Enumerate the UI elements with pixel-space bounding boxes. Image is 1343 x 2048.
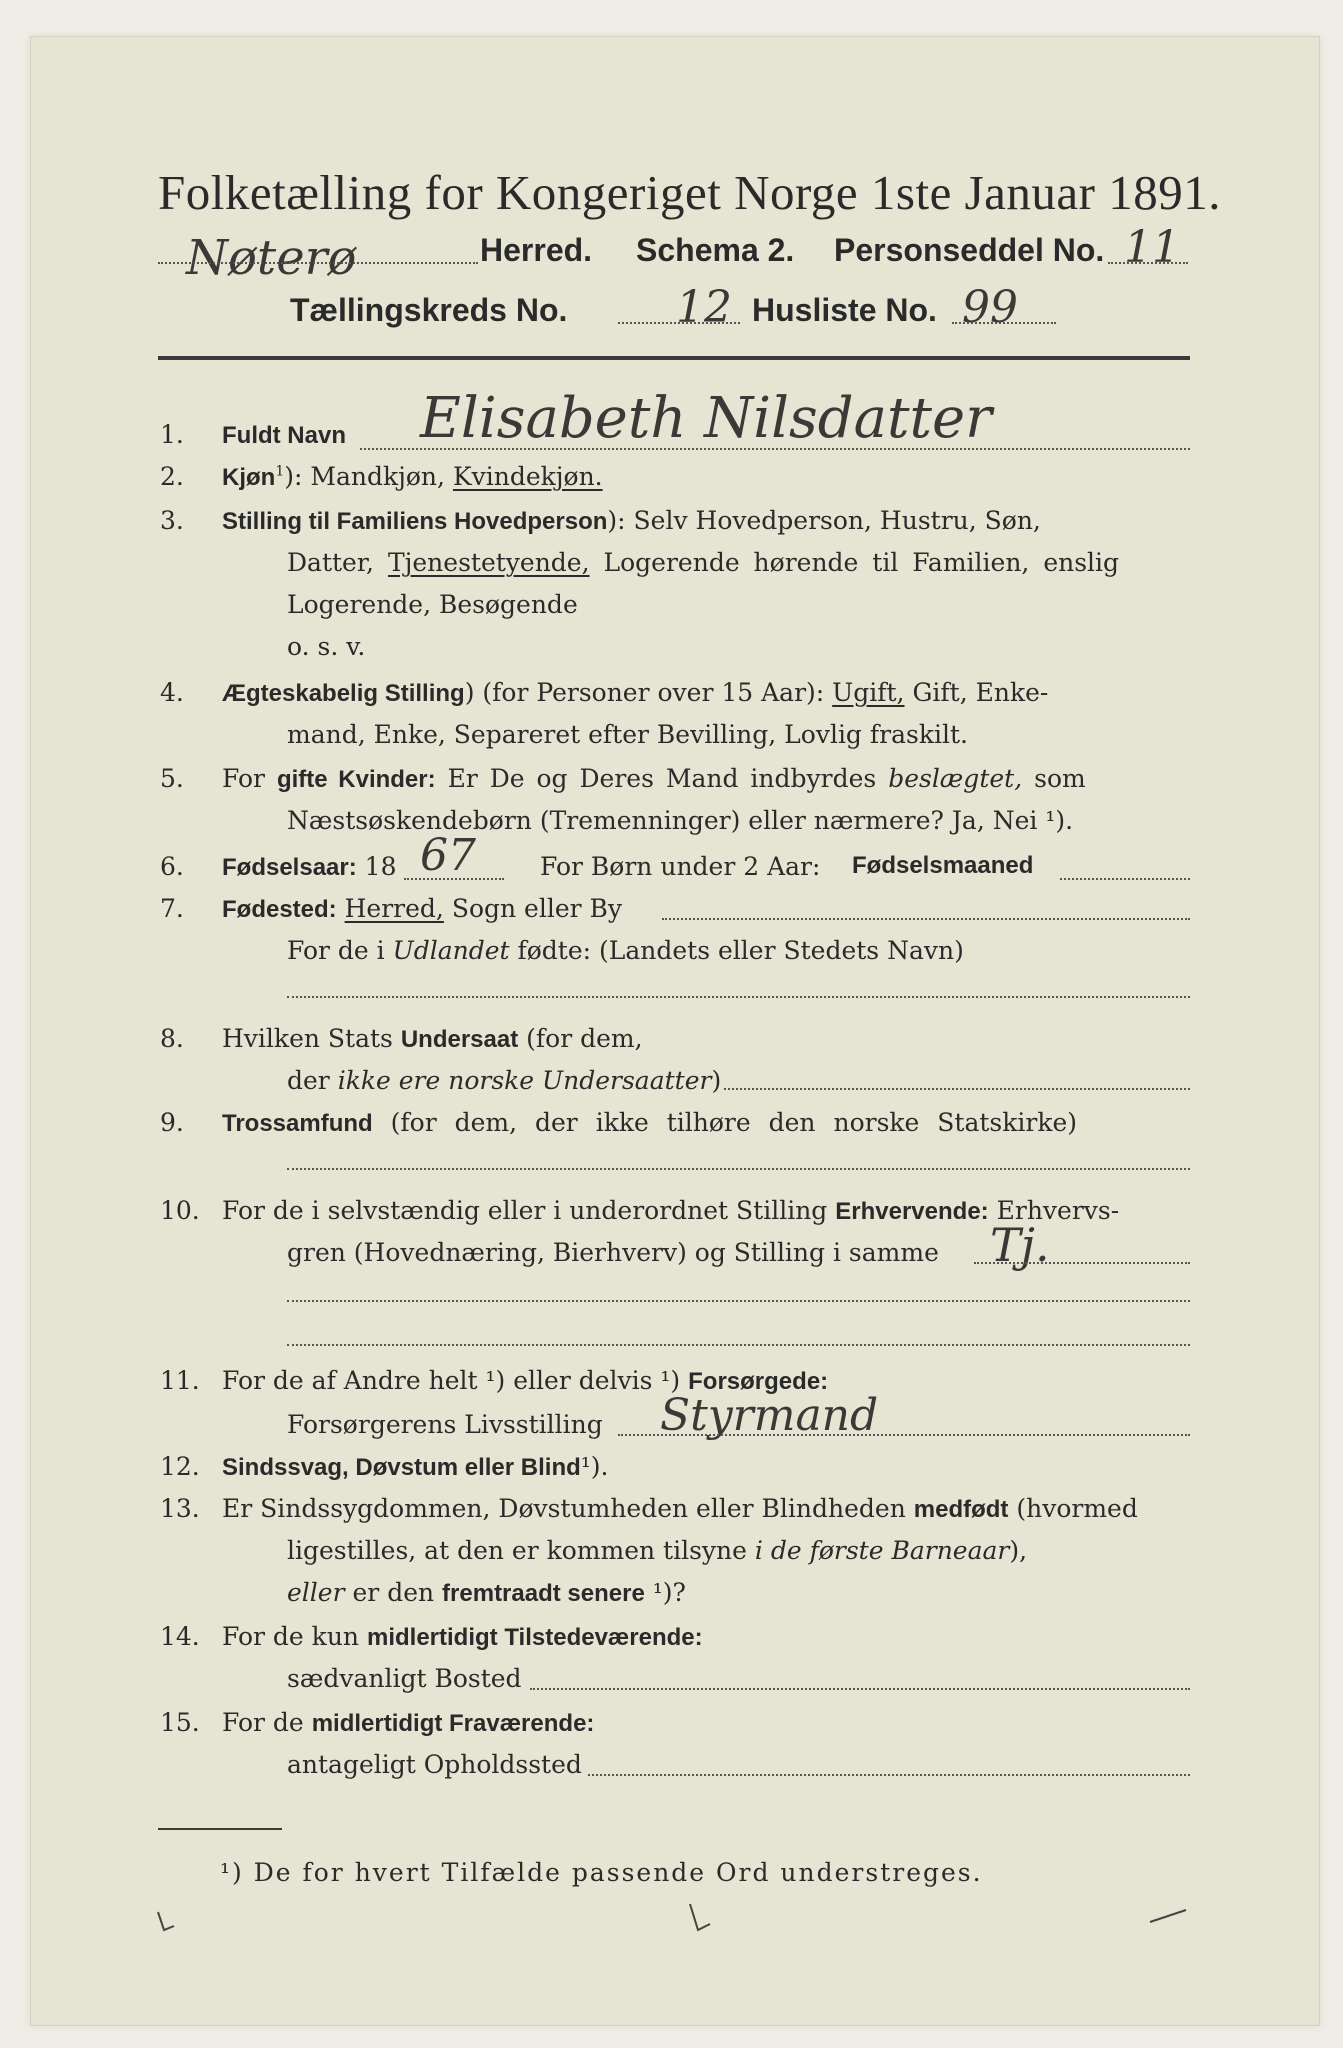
item-4-line-1 — [222, 678, 1048, 708]
item-13-l2-post: ), — [1009, 1536, 1028, 1565]
footnote: ¹) De for hvert Tilfælde passende Ord understreges. — [220, 1858, 983, 1887]
item-14-line-2: sædvanligt Bosted — [287, 1664, 522, 1693]
schema-label: Schema 2. — [636, 232, 795, 268]
item-13-l2-italic: i de første Barneaar — [754, 1536, 1010, 1565]
item-9-number: 9. — [160, 1108, 184, 1137]
item-14-bold: midlertidigt Tilstedeværende: — [366, 1624, 703, 1651]
item-13-line-2 — [287, 1536, 1027, 1565]
item-5-post: som — [1034, 764, 1086, 793]
religion-dotted-line — [287, 1168, 1190, 1170]
item-15-number: 15. — [160, 1708, 200, 1737]
item-10-post: Erhvervs- — [996, 1196, 1120, 1225]
item-7-l2-pre: For de i — [287, 936, 385, 965]
item-3-line-2 — [287, 548, 1119, 577]
item-3-line-1 — [222, 506, 1041, 536]
birth-year-handwritten: 67 — [420, 830, 476, 881]
item-6-year-prefix: 18 — [364, 852, 397, 881]
item-4-number: 4. — [160, 678, 184, 707]
item-4-post: Gift, Enke- — [912, 678, 1049, 707]
item-3-label: Stilling til Familiens Hovedperson — [222, 508, 608, 535]
full-name-handwritten: Elisabeth Nilsdatter — [420, 386, 992, 451]
provider-occupation-dotted-line — [618, 1434, 1190, 1436]
item-13-l3-italic: eller — [287, 1578, 345, 1607]
item-13-post: (hvormed — [1016, 1494, 1138, 1523]
pencil-marks — [150, 1900, 1200, 1960]
item-6-mid: For Børn under 2 Aar: — [540, 852, 821, 881]
item-13-l3-mid: er den — [352, 1578, 435, 1607]
item-3-line-4: o. s. v. — [287, 632, 366, 661]
item-15-line-2: antageligt Opholdssted — [287, 1750, 582, 1779]
husliste-label: Husliste No. — [752, 292, 937, 328]
herred-dotted-line — [158, 262, 478, 264]
item-3-line-2-post: Logerende hørende til Familien, enslig — [603, 548, 1120, 577]
kreds-number-handwritten: 12 — [676, 282, 732, 333]
item-9-label: Trossamfund — [222, 1110, 373, 1137]
pencil-mark-left — [158, 1912, 174, 1930]
husliste-number-handwritten: 99 — [962, 282, 1018, 333]
item-2-rest: ): Mandkjøn, — [284, 462, 445, 491]
item-13-line-3 — [287, 1578, 686, 1608]
item-8-post: (for dem, — [526, 1024, 643, 1053]
personseddel-number-handwritten: 11 — [1124, 222, 1180, 273]
birth-year-dotted-line — [404, 878, 504, 880]
item-10-bold: Erhvervende: — [835, 1198, 989, 1225]
item-4-label: Ægteskabelig Stilling — [222, 680, 465, 707]
form-title: Folketælling for Kongeriget Norge 1ste Januar 1891. — [158, 165, 1221, 220]
item-2-label: Kjøn — [222, 464, 276, 491]
item-8-label: Undersaat — [400, 1026, 519, 1053]
item-10-pre: For de i selvstændig eller i underordnet Stilling — [222, 1196, 828, 1225]
item-8-l2-italic: ikke ere norske Undersaatter — [337, 1066, 712, 1095]
item-13-l3-bold: fremtraadt senere — [442, 1580, 645, 1607]
full-name-dotted-line — [360, 448, 1190, 450]
item-13-bold: medfødt — [913, 1496, 1009, 1523]
item-8-number: 8. — [160, 1024, 184, 1053]
provider-occupation-handwritten: Styrmand — [660, 1390, 879, 1441]
item-5-line-2: Næstsøskendebørn (Tremenninger) eller nærmere? Ja, Nei ¹). — [287, 806, 1074, 835]
item-7-line-2 — [287, 936, 964, 965]
item-4-line-2: mand, Enke, Separeret efter Bevilling, Lovlig fraskilt. — [287, 720, 968, 749]
personseddel-dotted-line — [1108, 262, 1188, 264]
item-11-line-2: Forsørgerens Livsstilling — [287, 1410, 603, 1439]
herred-label: Herred. — [480, 232, 593, 268]
item-12-post: ¹). — [580, 1452, 609, 1481]
item-13-line-1 — [222, 1494, 1138, 1524]
item-3-line-1-rest: ): Selv Hovedperson, Hustru, Søn, — [607, 506, 1041, 535]
item-5-line-1 — [222, 764, 1086, 794]
item-7-line-1 — [222, 894, 622, 924]
item-3-line-3: Logerende, Besøgende — [287, 590, 578, 619]
item-4-mid: ) (for Personer over 15 Aar): — [464, 678, 825, 707]
item-12-label: Sindssvag, Døvstum eller Blind — [222, 1454, 581, 1481]
item-3-number: 3. — [160, 506, 184, 535]
item-13-pre: Er Sindssygdommen, Døvstumheden eller Blindheden — [222, 1494, 906, 1523]
item-5-number: 5. — [160, 764, 184, 793]
item-4-underlined: Ugift, — [832, 678, 905, 707]
kreds-dotted-line — [618, 322, 740, 324]
item-7-l2-post: fødte: (Landets eller Stedets Navn) — [517, 936, 964, 965]
item-10-number: 10. — [160, 1196, 200, 1225]
item-8-l2-pre: der — [287, 1066, 330, 1095]
item-7-label: Fødested: — [222, 896, 337, 923]
item-2-text — [222, 462, 603, 492]
item-1-label: Fuldt Navn — [222, 422, 346, 449]
item-14-pre: For de kun — [222, 1622, 360, 1651]
pencil-mark-center — [690, 1904, 710, 1930]
item-7-number: 7. — [160, 894, 184, 923]
item-6-label: Fødselsaar: — [222, 854, 357, 881]
item-7-rest: Sogn eller By — [451, 894, 623, 923]
item-6-label-2: Fødselsmaaned — [852, 852, 1034, 879]
foreign-birthplace-dotted-line — [287, 996, 1190, 998]
pencil-mark-right — [1150, 1910, 1186, 1922]
item-5-pre: For — [222, 764, 265, 793]
item-7-underlined: Herred, — [344, 894, 444, 923]
item-2-sup: 1 — [275, 463, 285, 480]
item-9-rest: (for dem, der ikke tilhøre den norske Statskirke) — [390, 1108, 1078, 1137]
item-9-line — [222, 1108, 1077, 1138]
item-2-number: 2. — [160, 462, 184, 491]
kreds-label: Tællingskreds No. — [290, 292, 568, 328]
item-14-number: 14. — [160, 1622, 200, 1651]
item-11-pre: For de af Andre helt ¹) eller delvis ¹) — [222, 1366, 681, 1395]
item-13-l3-post: ¹)? — [652, 1578, 686, 1607]
occupation-dotted-line-2 — [287, 1300, 1190, 1302]
header-rule — [158, 356, 1190, 360]
item-10-line-1 — [222, 1196, 1119, 1226]
item-10-line-2: gren (Hovednæring, Bierhverv) og Stilling i samme — [287, 1238, 939, 1267]
item-8-l2-post: ) — [711, 1066, 722, 1095]
item-5-label: gifte Kvinder: — [276, 766, 436, 793]
item-14-line-1 — [222, 1622, 703, 1652]
item-3-underlined: Tjenestetyende, — [387, 548, 590, 577]
item-15-bold: midlertidigt Fraværende: — [311, 1710, 595, 1737]
item-15-pre: For de — [222, 1708, 304, 1737]
birthplace-dotted-line — [662, 918, 1190, 920]
item-3-line-2-pre: Datter, — [287, 548, 374, 577]
item-2-underlined: Kvindekjøn. — [452, 462, 603, 491]
nationality-dotted-line — [724, 1088, 1190, 1090]
item-7-l2-italic: Udlandet — [392, 936, 510, 965]
item-8-line-2 — [287, 1066, 721, 1095]
item-8-pre: Hvilken Stats — [222, 1024, 393, 1053]
item-8-line-1 — [222, 1024, 643, 1054]
item-6-line — [222, 852, 396, 882]
occupation-dotted-line-3 — [287, 1344, 1190, 1346]
footnote-rule — [158, 1828, 282, 1830]
personseddel-label: Personseddel No. — [834, 232, 1105, 268]
item-5-mid: Er De og Deres Mand indbyrdes — [447, 764, 877, 793]
item-13-l2-pre: ligestilles, at den er kommen tilsyne — [287, 1536, 747, 1565]
birth-month-dotted-line — [1060, 878, 1190, 880]
occupation-dotted-line — [974, 1262, 1190, 1264]
husliste-dotted-line — [952, 322, 1056, 324]
item-1-number: 1. — [160, 420, 184, 449]
item-5-italic: beslægtet, — [888, 764, 1023, 793]
probable-residence-dotted-line — [588, 1774, 1190, 1776]
item-12-line — [222, 1452, 609, 1482]
usual-residence-dotted-line — [530, 1688, 1190, 1690]
item-11-bold: Forsørgede: — [688, 1368, 829, 1395]
item-13-number: 13. — [160, 1494, 200, 1523]
occupation-handwritten: Tj. — [990, 1218, 1050, 1272]
item-11-number: 11. — [160, 1366, 200, 1395]
herred-name-handwritten: Nøterø — [186, 230, 357, 286]
item-15-line-1 — [222, 1708, 594, 1738]
item-12-number: 12. — [160, 1452, 200, 1481]
item-6-number: 6. — [160, 852, 184, 881]
